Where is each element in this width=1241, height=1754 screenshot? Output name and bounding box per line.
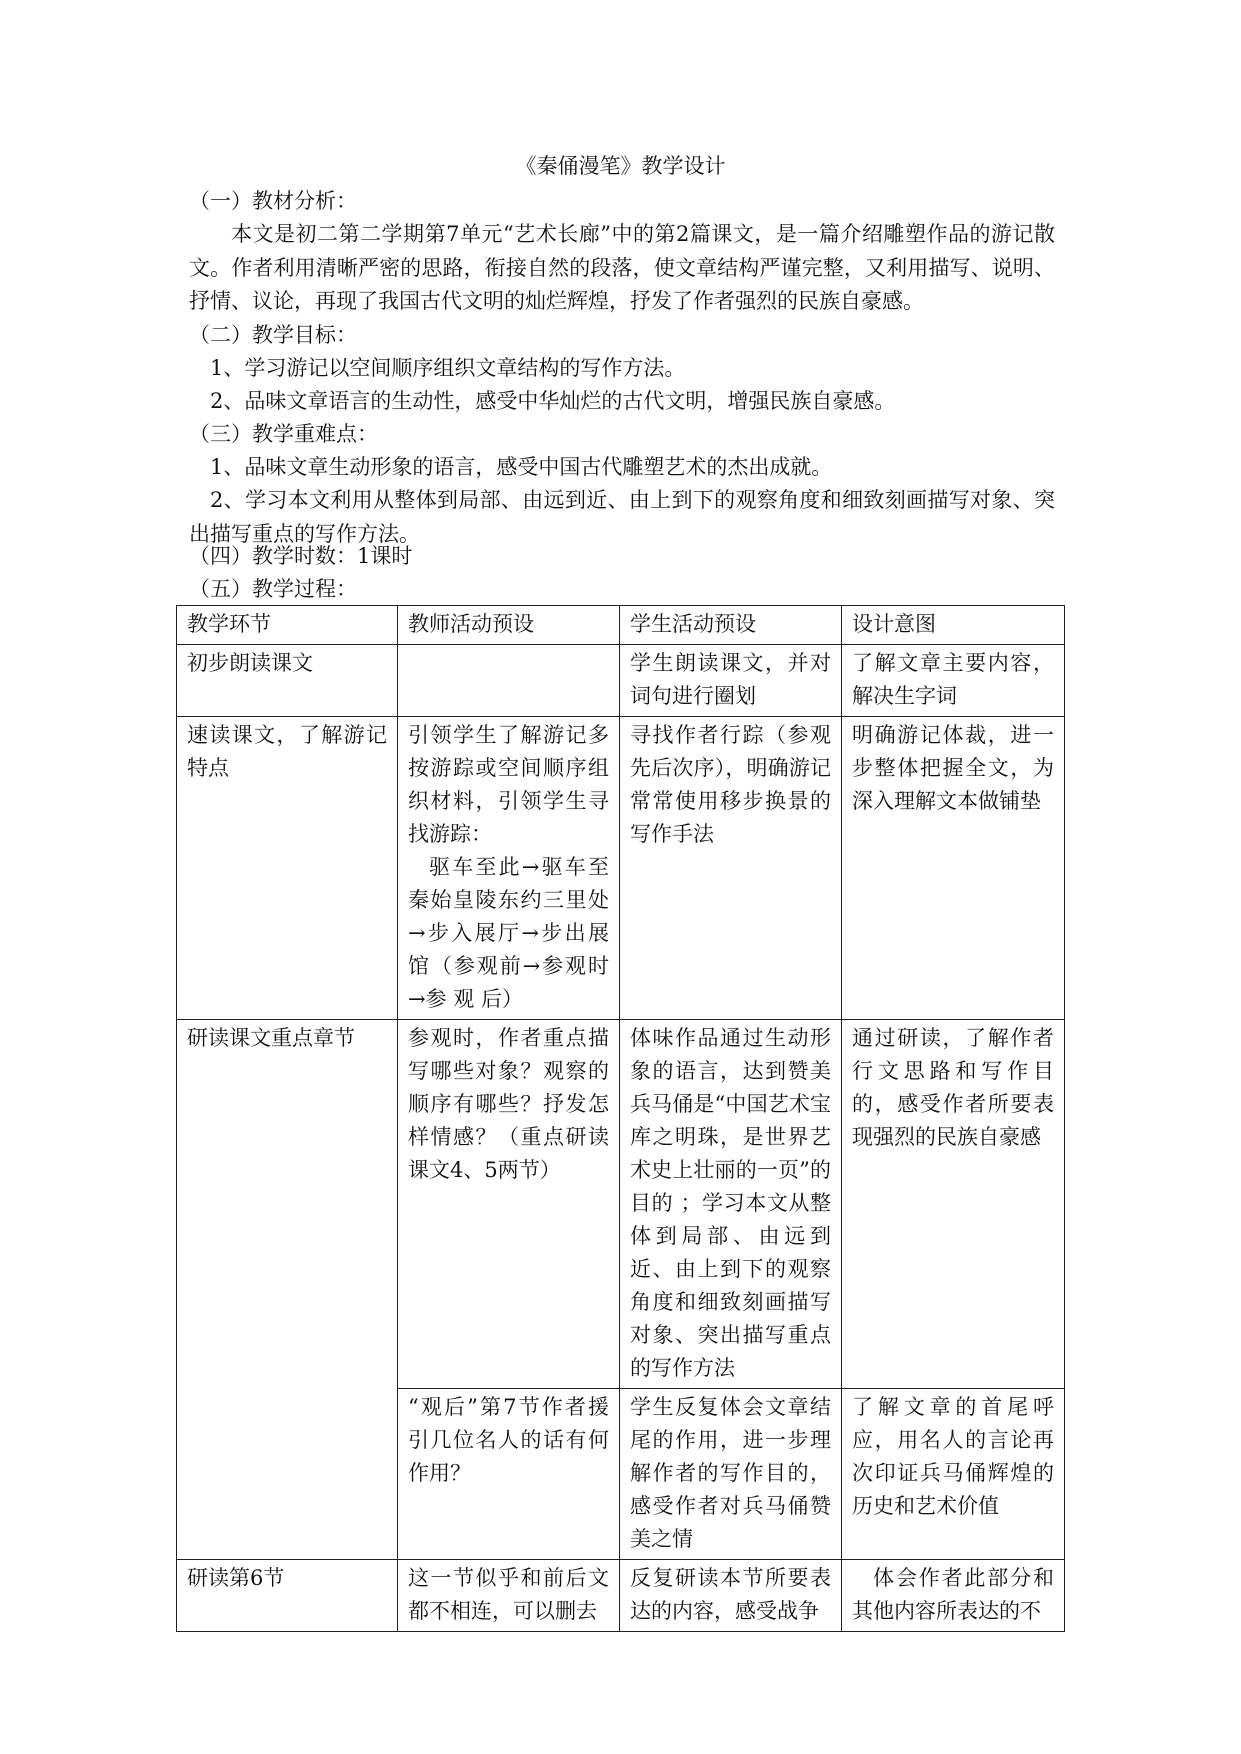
table-row [177, 645, 1065, 717]
cell-teacher-activity: 参观时，作者重点描写哪些对象？观察的顺序有哪些？抒发怎样情感？（重点研读课文4、5两节） [398, 1020, 620, 1389]
section-1-body: 本文是初二第二学期第7单元“艺术长廊”中的第2篇课文，是一篇介绍雕塑作品的游记散文。作者利用清晰严密的思路，衔接自然的段落，使文章结构严谨完整，又利用描写、说明、抒情、议论，再现了我国古代文明的灿烂辉煌，抒发了作者强烈的民族自豪感。 [189, 222, 1055, 313]
section-1-heading: （一）教材分析： [189, 189, 357, 213]
header-stage: 教学环节 [177, 606, 398, 645]
section-2-item-1: 1、学习游记以空间顺序组织文章结构的写作方法。 [210, 356, 686, 380]
cell-design-intent: 明确游记体裁，进一步整体把握全文，为深入理解文本做铺垫 [842, 717, 1065, 1020]
cell-student-activity: 学生朗读课文，并对词句进行圈划 [620, 645, 842, 717]
table-row [177, 1560, 1065, 1632]
section-3-heading: （三）教学重难点： [189, 422, 378, 446]
section-3-item-1: 1、品味文章生动形象的语言，感受中国古代雕塑艺术的杰出成就。 [210, 455, 833, 479]
cell-teacher-activity: “观后”第7节作者援引几位名人的话有何作用？ [398, 1389, 620, 1560]
section-2-heading: （二）教学目标： [189, 323, 357, 347]
header-teacher-activity: 教师活动预设 [398, 606, 620, 645]
section-2-item-2: 2、品味文章语言的生动性，感受中华灿烂的古代文明，增强民族自豪感。 [210, 389, 896, 413]
cell-stage: 速读课文，了解游记特点 [177, 717, 398, 1020]
cell-teacher-activity-route: 驱车至此→驱车至秦始皇陵东约三里处→步入展厅→步出展馆（参观前→参观时→参 观 后） [408, 855, 609, 1011]
header-student-activity: 学生活动预设 [620, 606, 842, 645]
cell-student-activity: 寻找作者行踪（参观先后次序），明确游记常常使用移步换景的写作手法 [620, 717, 842, 1020]
document-title: 《秦俑漫笔》教学设计 [515, 154, 726, 178]
cell-stage: 研读课文重点章节 [177, 1020, 398, 1560]
cell-teacher-activity-intro: 引领学生了解游记多按游踪或空间顺序组织材料，引领学生寻找游踪： [408, 723, 609, 846]
section-4-line: （四）教学时数：1课时 [189, 544, 413, 568]
cell-teacher-activity: 这一节似乎和前后文都不相连，可以删去 [398, 1560, 620, 1632]
section-3-item-2: 2、学习本文利用从整体到局部、由远到近、由上到下的观察角度和细致刻画描写对象、突出描写重点的写作方法。 [189, 488, 1055, 546]
cell-design-intent: 了解文章主要内容，解决生字词 [842, 645, 1065, 717]
cell-student-activity: 体味作品通过生动形象的语言，达到赞美兵马俑是“中国艺术宝库之明珠，是世界艺术史上壮丽的一页”的目的 ；学习本文从整体到局部、由远到近、由上到下的观察角度和细致刻画描写对象、突出描写重点的写作方法 [620, 1020, 842, 1389]
cell-student-activity: 学生反复体会文章结尾的作用，进一步理解作者的写作目的，感受作者对兵马俑赞美之情 [620, 1389, 842, 1560]
cell-teacher-activity [398, 717, 620, 1020]
cell-design-intent: 体会作者此部分和其他内容所表达的不 [842, 1560, 1065, 1632]
section-5-heading: （五）教学过程： [189, 577, 357, 601]
cell-design-intent: 通过研读，了解作者行文思路和写作目的，感受作者所要表现强烈的民族自豪感 [842, 1020, 1065, 1389]
table-row [177, 1020, 1065, 1389]
teaching-process-table [176, 605, 1065, 1632]
cell-stage: 初步朗读课文 [177, 645, 398, 717]
table-header-row [177, 606, 1065, 645]
cell-stage: 研读第6节 [177, 1560, 398, 1632]
table-row [177, 717, 1065, 1020]
cell-teacher-activity [398, 645, 620, 717]
cell-student-activity: 反复研读本节所要表达的内容，感受战争 [620, 1560, 842, 1632]
header-design-intent: 设计意图 [842, 606, 1065, 645]
cell-design-intent: 了解文章的首尾呼应，用名人的言论再次印证兵马俑辉煌的历史和艺术价值 [842, 1389, 1065, 1560]
